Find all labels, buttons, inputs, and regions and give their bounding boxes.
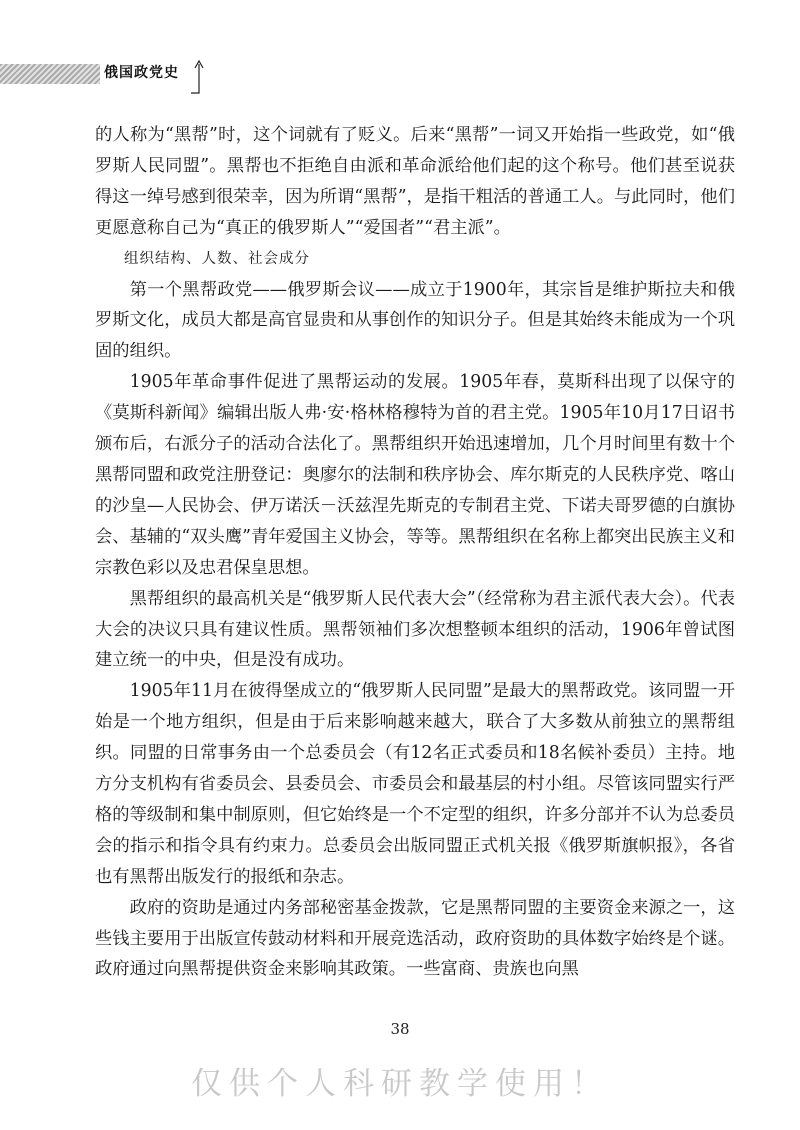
paragraph: 第一个黑帮政党——俄罗斯会议——成立于1900年，其宗旨是维护斯拉夫和俄罗斯文化，成员大都是高官显贵和从事创作的知识分子。但是其始终未能成为一个巩固的组织。 [95,279,735,362]
paragraph: 政府的资助是通过内务部秘密基金拨款，它是黑帮同盟的主要资金来源之一，这些钱主要用于出版宣传鼓动材料和开展竞选活动，政府资助的具体数字始终是个谜。政府通过向黑帮提供资金来影响其政策。一些富商、贵族也向黑 [95,897,735,980]
paragraph: 1905年11月在彼得堡成立的“俄罗斯人民同盟”是最大的黑帮政党。该同盟一开始是一个地方组织，但是由于后来影响越来越大，联合了大多数从前独立的黑帮组织。同盟的日常事务由一个总委员会（有12名正式委员和18名候补委员）主持。地方分支机构有省委员会、县委员会、市委员会和最基层的村小组。尽管该同盟实行严格的等级制和集中制原则，但它始终是一个不定型的组织，许多分部并不认为总委员会的指示和指令具有约束力。总委员会出版同盟正式机关报《俄罗斯旗帜报》，各省也有黑帮出版发行的报纸和杂志。 [95,681,735,887]
paragraph: 1905年革命事件促进了黑帮运动的发展。1905年春，莫斯科出现了以保守的《莫斯科新闻》编辑出版人弗·安·格林格穆特为首的君主党。1905年10月17日诏书颁布后，右派分子的活动合法化了。黑帮组织开始迅速增加，几个月时间里有数十个黑帮同盟和政党注册登记：奥廖尔的法制和秩序协会、库尔斯克的人民秩序党、喀山的沙皇—人民协会、伊万诺沃－沃兹涅先斯克的专制君主党、下诺夫哥罗德的白旗协会、基辅的“双头鹰”青年爱国主义协会，等等。黑帮组织在名称上都突出民族主义和宗教色彩以及忠君保皇思想。 [95,372,735,578]
header-bracket-icon [190,58,204,94]
body-text [95,120,735,985]
running-header-title: 俄国政党史 [104,65,179,81]
paragraph: 黑帮组织的最高机关是“俄罗斯人民代表大会”（经常称为君主派代表大会）。代表大会的决议只具有建议性质。黑帮领袖们多次想整顿本组织的活动，1906年曾试图建立统一的中央，但是没有成功。 [95,588,735,671]
page-number: 38 [390,1020,410,1038]
section-subheading: 组织结构、人数、社会成分 [124,250,310,267]
paragraph-continued: 的人称为“黑帮”时，这个词就有了贬义。后来“黑帮”一词又开始指一些政党，如“俄罗斯人民同盟”。黑帮也不拒绝自由派和革命派给他们起的这个称号。他们甚至说获得这一绰号感到很荣幸，因为所谓“黑帮”，是指干粗活的普通工人。与此同时，他们更愿意称自己为“真正的俄罗斯人”“爱国者”“君主派”。 [95,125,735,238]
watermark-text: 仅供个人科研教学使用！ [191,1066,609,1102]
header-decoration-bar [0,64,100,84]
